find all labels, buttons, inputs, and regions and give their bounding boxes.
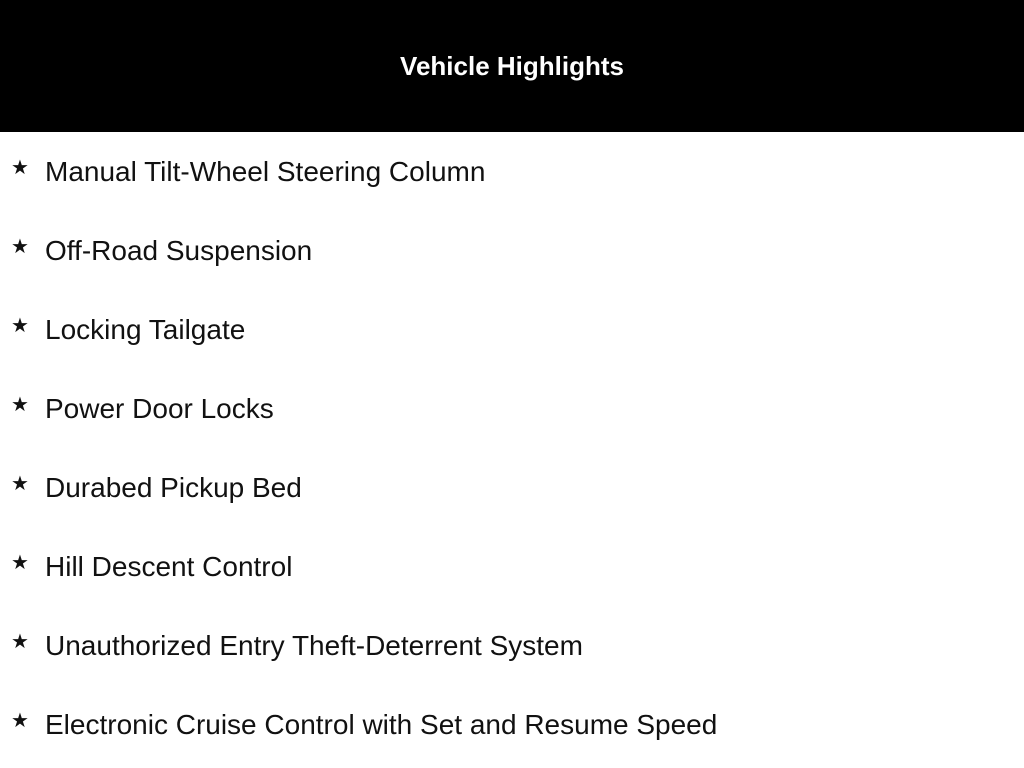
highlight-label: Hill Descent Control [45,551,293,582]
star-icon: ★ [11,157,29,179]
star-icon: ★ [11,236,29,258]
page-title: Vehicle Highlights [400,50,624,81]
star-icon: ★ [11,473,29,495]
highlight-label: Durabed Pickup Bed [45,472,302,503]
highlight-label: Off-Road Suspension [45,235,313,266]
star-icon: ★ [11,710,29,732]
highlight-label: Locking Tailgate [45,314,246,345]
highlight-label: Power Door Locks [45,393,274,424]
highlight-label: Electronic Cruise Control with Set and Resume Speed [45,709,718,740]
star-icon: ★ [11,394,29,416]
star-icon: ★ [11,315,29,337]
star-icon: ★ [11,631,29,653]
highlight-label: Unauthorized Entry Theft-Deterrent System [45,630,583,661]
star-icon: ★ [11,552,29,574]
highlight-label: Manual Tilt-Wheel Steering Column [45,156,486,187]
header-bar [0,0,1024,132]
